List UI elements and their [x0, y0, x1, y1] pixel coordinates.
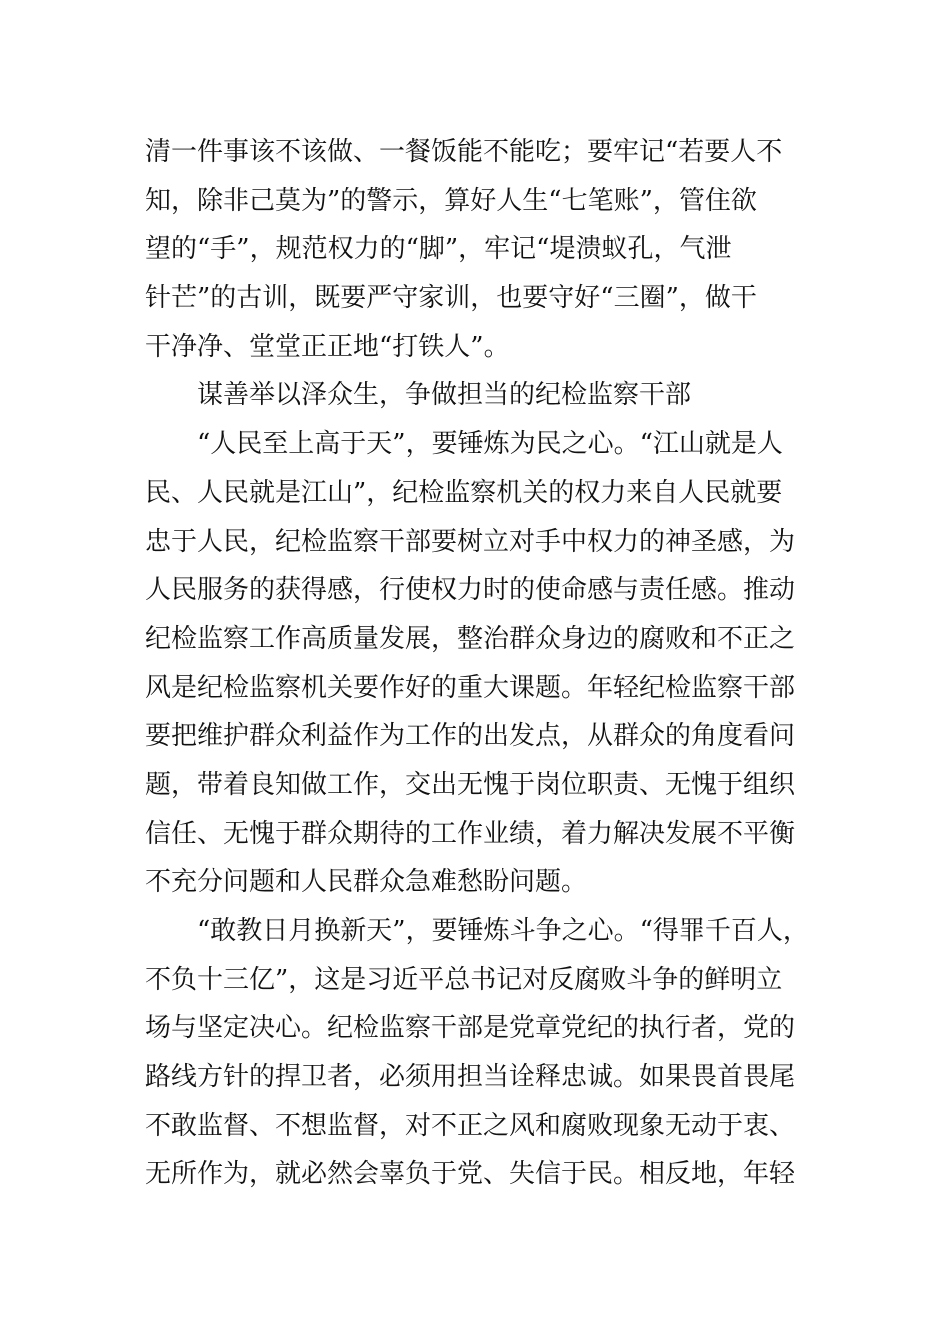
text-line: “人民至上高于天”，要锤炼为民之心。“江山就是人: [145, 429, 783, 460]
text-line: 民、人民就是江山”，纪检监察机关的权力来自人民就要: [145, 477, 783, 508]
text-line: 不敢监督、不想监督，对不正之风和腐败现象无动于衷、: [145, 1110, 796, 1141]
text-line: 不负十三亿”，这是习近平总书记对反腐败斗争的鲜明立: [145, 964, 783, 995]
text-line: 信任、无愧于群众期待的工作业绩，着力解决发展不平衡: [145, 818, 796, 849]
text-line: 不充分问题和人民群众急难愁盼问题。: [145, 867, 588, 898]
text-line: 题，带着良知做工作，交出无愧于岗位职责、无愧于组织: [145, 769, 796, 800]
text-line: 知，除非己莫为”的警示，算好人生“七笔账”，管住欲: [145, 185, 757, 216]
text-line: 要把维护群众利益作为工作的出发点，从群众的角度看问: [145, 721, 796, 752]
text-line: 无所作为，就必然会辜负于党、失信于民。相反地，年轻: [145, 1159, 796, 1190]
text-line: 忠于人民，纪检监察干部要树立对手中权力的神圣感，为: [145, 526, 796, 557]
text-line: 路线方针的捍卫者，必须用担当诠释忠诚。如果畏首畏尾: [145, 1062, 796, 1093]
text-line: 风是纪检监察机关要作好的重大课题。年轻纪检监察干部: [145, 672, 796, 703]
text-line: 望的“手”，规范权力的“脚”，牢记“堤溃蚁孔，气泄: [145, 234, 732, 265]
text-line: 纪检监察工作高质量发展，整治群众身边的腐败和不正之: [145, 623, 796, 654]
text-line: 人民服务的获得感，行使权力时的使命感与责任感。推动: [145, 575, 796, 606]
text-line: 清一件事该不该做、一餐饭能不能吃；要牢记“若要人不: [145, 137, 783, 167]
body-text: [145, 128, 815, 1199]
text-line: 干净净、堂堂正正地“打铁人”。: [145, 331, 510, 362]
text-line: “敢教日月换新天”，要锤炼斗争之心。“得罪千百人，: [145, 916, 809, 946]
section-heading: 谋善举以泽众生，争做担当的纪检监察干部: [145, 380, 692, 411]
text-line: 场与坚定决心。纪检监察干部是党章党纪的执行者，党的: [145, 1013, 796, 1044]
text-line: 针芒”的古训，既要严守家训，也要守好“三圈”，做干: [145, 283, 757, 314]
